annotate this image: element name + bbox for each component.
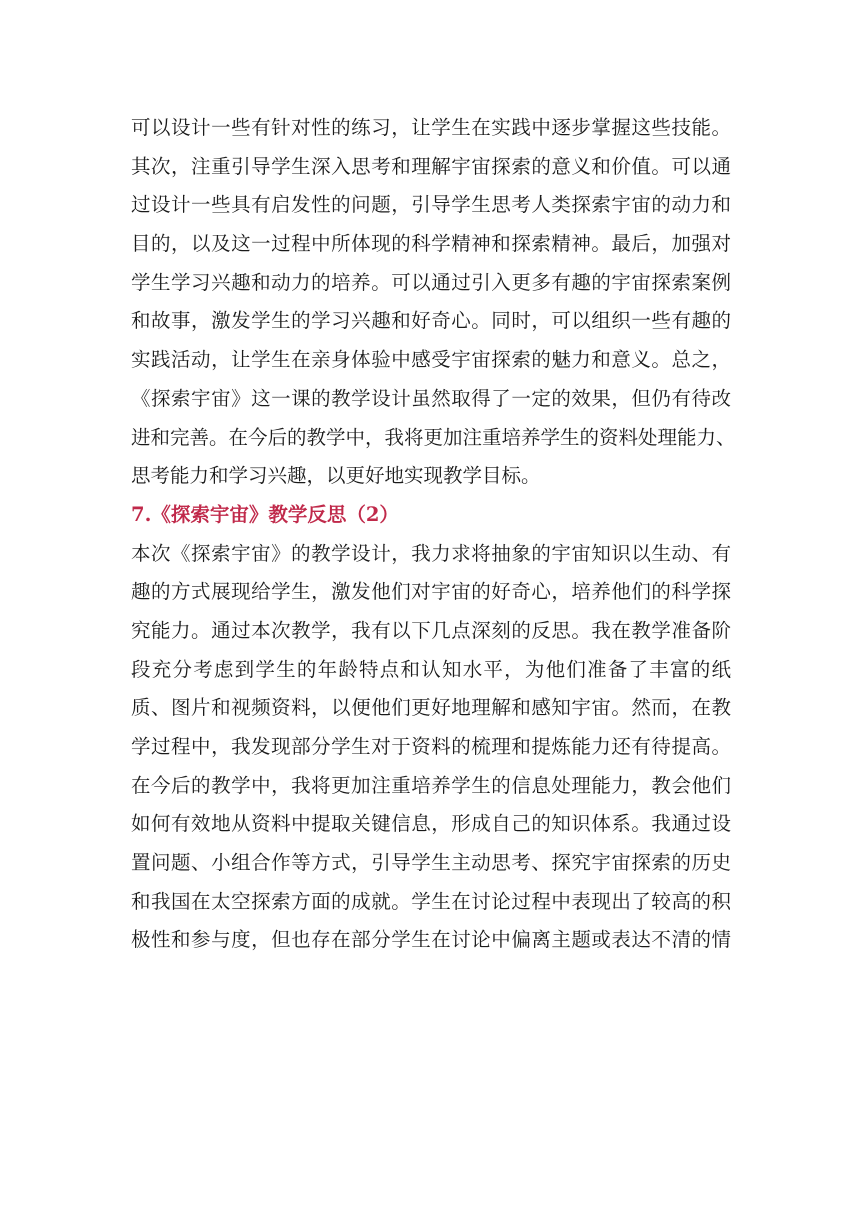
document-body [131, 109, 736, 960]
paragraph-line: 思考能力和学习兴趣，以更好地实现教学目标。 [131, 464, 541, 488]
paragraph-line: 可以设计一些有针对性的练习，让学生在实践中逐步掌握这些技能。 [131, 116, 731, 139]
paragraph-line: 究能力。通过本次教学，我有以下几点深刻的反思。我在教学准备阶 [131, 618, 731, 642]
paragraph-line: 和故事，激发学生的学习兴趣和好奇心。同时，可以组织一些有趣的 [131, 309, 731, 333]
paragraph-line: 质、图片和视频资料，以便他们更好地理解和感知宇宙。然而，在教 [131, 696, 731, 720]
paragraph-line: 和我国在太空探索方面的成就。学生在讨论过程中表现出了较高的积 [131, 889, 731, 913]
section-heading: 7.《探索宇宙》教学反思（2） [131, 502, 399, 526]
paragraph-line: 趣的方式展现给学生，激发他们对宇宙的好奇心，培养他们的科学探 [131, 580, 731, 604]
paragraph-line: 目的，以及这一过程中所体现的科学精神和探索精神。最后，加强对 [131, 232, 731, 256]
paragraph-line: 极性和参与度，但也存在部分学生在讨论中偏离主题或表达不清的情 [131, 928, 731, 952]
paragraph-line: 段充分考虑到学生的年龄特点和认知水平，为他们准备了丰富的纸 [131, 657, 731, 681]
paragraph-line: 《探索宇宙》这一课的教学设计虽然取得了一定的效果，但仍有待改 [131, 386, 731, 410]
paragraph-line: 学生学习兴趣和动力的培养。可以通过引入更多有趣的宇宙探索案例 [131, 270, 731, 294]
paragraph-line: 进和完善。在今后的教学中，我将更加注重培养学生的资料处理能力、 [131, 425, 736, 449]
paragraph-line: 实践活动，让学生在亲身体验中感受宇宙探索的魅力和意义。总之， [131, 348, 731, 372]
paragraph-line: 置问题、小组合作等方式，引导学生主动思考、探究宇宙探索的历史 [131, 851, 731, 875]
paragraph-line: 本次《探索宇宙》的教学设计，我力求将抽象的宇宙知识以生动、有 [131, 541, 731, 565]
paragraph-line: 在今后的教学中，我将更加注重培养学生的信息处理能力，教会他们 [131, 773, 731, 797]
paragraph-line: 学过程中，我发现部分学生对于资料的梳理和提炼能力还有待提高。 [131, 735, 731, 758]
paragraph-line: 过设计一些具有启发性的问题，引导学生思考人类探索宇宙的动力和 [131, 193, 731, 217]
paragraph-line: 如何有效地从资料中提取关键信息，形成自己的知识体系。我通过设 [131, 812, 731, 836]
paragraph-line: 其次，注重引导学生深入思考和理解宇宙探索的意义和价值。可以通 [131, 154, 731, 178]
